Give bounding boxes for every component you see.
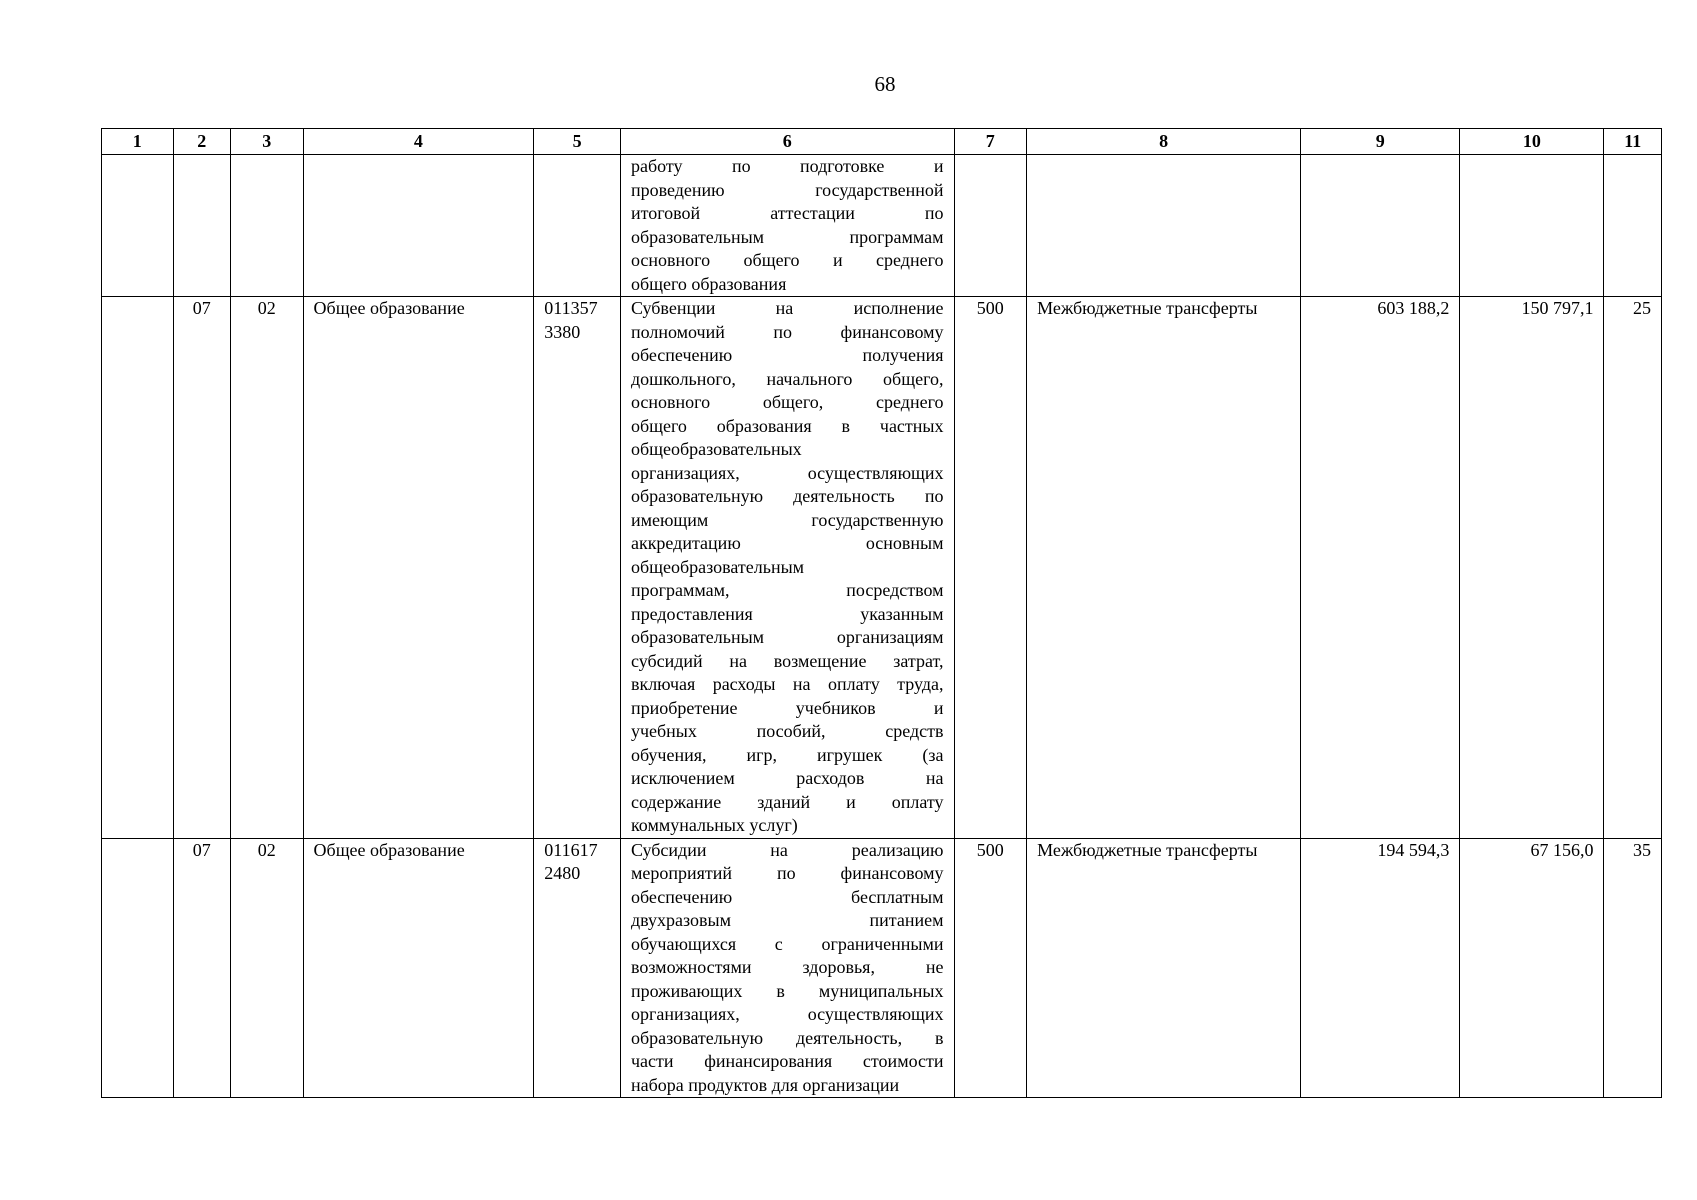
cell-target-code <box>534 838 621 1098</box>
cell-target-code <box>534 155 621 297</box>
description-line: обеспечению получения <box>630 345 944 365</box>
description-line: проживающих в муниципальных <box>630 980 944 1001</box>
cell-amount-10: 150 797,1 <box>1460 297 1604 839</box>
code-line: 2480 <box>544 863 581 883</box>
code-line: 011617 <box>544 839 598 860</box>
cell-description <box>620 297 954 839</box>
cell-section-name: Общее образование <box>303 297 534 839</box>
cell-amount-11 <box>1604 155 1662 297</box>
cell-amount-10: 67 156,0 <box>1460 838 1604 1098</box>
description-line: мероприятий по финансовому <box>630 863 944 883</box>
column-header: 7 <box>954 129 1027 155</box>
description-line: образовательным организациям <box>630 627 944 647</box>
description-line: части финансирования стоимости <box>630 1051 944 1071</box>
column-header: 6 <box>620 129 954 155</box>
description-line: образовательную деятельность по <box>630 486 944 506</box>
code-line: 011357 <box>544 298 598 318</box>
description-line: обеспечению бесплатным <box>630 886 944 907</box>
column-header: 3 <box>230 129 303 155</box>
cell-amount-9: 603 188,2 <box>1301 297 1460 839</box>
cell-amount-11: 35 <box>1604 838 1662 1098</box>
description-line: обучающихся с ограниченными <box>630 933 944 954</box>
description-line: содержание зданий и оплату <box>630 791 944 812</box>
description-line: общеобразовательных <box>630 439 802 459</box>
cell-amount-9: 194 594,3 <box>1301 838 1460 1098</box>
table-row <box>102 297 1662 839</box>
description-line: проведению государственной <box>630 179 944 200</box>
code-line: 3380 <box>544 321 581 342</box>
cell-subsection: 02 <box>230 838 303 1098</box>
cell-expense-type <box>954 155 1027 297</box>
cell-amount-9 <box>1301 155 1460 297</box>
description-line: включая расходы на оплату труда, <box>630 674 944 694</box>
cell-description <box>620 838 954 1098</box>
cell-expense-name: Межбюджетные трансферты <box>1027 297 1301 839</box>
column-header: 8 <box>1027 129 1301 155</box>
cell-section <box>173 155 230 297</box>
column-header: 1 <box>102 129 174 155</box>
description-line: Субсидии на реализацию <box>630 839 944 860</box>
cell-subsection: 02 <box>230 297 303 839</box>
table-row <box>102 155 1662 297</box>
description-line: образовательную деятельность, в <box>630 1027 944 1048</box>
cell-expense-name: Межбюджетные трансферты <box>1027 838 1301 1098</box>
budget-table <box>101 128 1662 1098</box>
page-number: 68 <box>874 72 896 96</box>
column-header: 5 <box>534 129 621 155</box>
column-header: 11 <box>1604 129 1662 155</box>
description-line: работу по подготовке и <box>630 156 944 176</box>
description-line: основного общего, среднего <box>630 392 944 412</box>
cell-amount-10 <box>1460 155 1604 297</box>
description-line: итоговой аттестации по <box>630 203 944 223</box>
description-line: учебных пособий, средств <box>630 721 944 741</box>
table-row <box>102 838 1662 1098</box>
description-line: общего образования <box>630 273 787 294</box>
cell-target-code <box>534 297 621 839</box>
description-line: аккредитацию основным <box>630 533 944 553</box>
cell-amount-11: 25 <box>1604 297 1662 839</box>
cell-col1 <box>102 155 174 297</box>
description-line: общеобразовательным <box>630 556 805 577</box>
description-line: предоставления указанным <box>630 603 944 624</box>
description-line: двухразовым питанием <box>630 910 944 930</box>
description-line: субсидий на возмещение затрат, <box>630 650 944 671</box>
cell-expense-name <box>1027 155 1301 297</box>
table-header-row <box>102 129 1662 155</box>
description-line: организациях, осуществляющих <box>630 462 944 483</box>
description-line: образовательным программам <box>630 226 944 247</box>
description-line: полномочий по финансовому <box>630 321 944 342</box>
description-line: набора продуктов для организации <box>630 1074 900 1095</box>
cell-description <box>620 155 954 297</box>
description-line: исключением расходов на <box>630 768 944 788</box>
cell-section-name: Общее образование <box>303 838 534 1098</box>
description-line: дошкольного, начального общего, <box>630 368 944 389</box>
cell-expense-type: 500 <box>954 297 1027 839</box>
cell-subsection <box>230 155 303 297</box>
description-line: Субвенции на исполнение <box>630 298 944 318</box>
description-line: организациях, осуществляющих <box>630 1004 944 1024</box>
cell-col1 <box>102 297 174 839</box>
column-header: 9 <box>1301 129 1460 155</box>
cell-section: 07 <box>173 297 230 839</box>
description-line: коммунальных услуг) <box>630 815 798 835</box>
description-line: возможностями здоровья, не <box>630 957 944 977</box>
cell-section: 07 <box>173 838 230 1098</box>
column-header: 4 <box>303 129 534 155</box>
description-line: обучения, игр, игрушек (за <box>630 744 944 765</box>
description-line: приобретение учебников и <box>630 697 944 718</box>
description-line: основного общего и среднего <box>630 250 944 270</box>
cell-section-name <box>303 155 534 297</box>
description-line: общего образования в частных <box>630 415 944 436</box>
cell-expense-type: 500 <box>954 838 1027 1098</box>
description-line: имеющим государственную <box>630 509 944 530</box>
cell-col1 <box>102 838 174 1098</box>
column-header: 10 <box>1460 129 1604 155</box>
column-header: 2 <box>173 129 230 155</box>
description-line: программам, посредством <box>630 580 944 600</box>
